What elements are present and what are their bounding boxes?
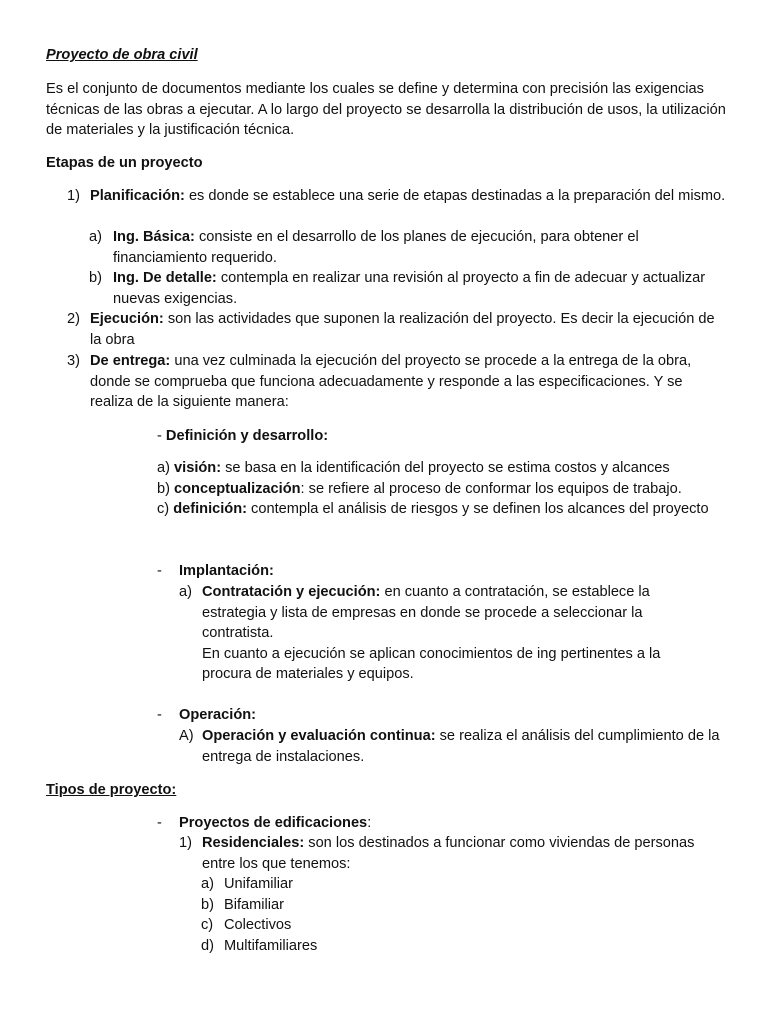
heading-text: Definición y desarrollo: [165, 428, 329, 444]
etapa-item-entrega [67, 351, 727, 413]
list-marker: a) [179, 584, 192, 600]
heading-text: Proyectos de edificaciones [179, 815, 368, 831]
residenciales-list [201, 874, 601, 956]
etapa-item-planificacion [67, 186, 727, 207]
heading-text: Implantación: [179, 563, 274, 579]
list-item: a) Unifamiliar [201, 876, 293, 892]
description: contempla en realizar una revisión al proyecto a fin de adecuar y actualizar nuevas exigencias. [113, 270, 706, 307]
definicion-heading [157, 426, 328, 447]
etapa-item-ejecucion [67, 309, 727, 350]
term: Operación y evaluación continua: [202, 728, 436, 744]
term: Ing. Básica: [113, 229, 195, 245]
heading-text: Operación: [179, 707, 257, 723]
description: son las actividades que suponen la realización del proyecto. Es decir la ejecución de la obra [90, 311, 715, 348]
definicion-item-definicion: c) definición: contempla el análisis de riesgos y se definen los alcances del proyecto [157, 501, 709, 517]
list-marker: 1) [179, 835, 192, 851]
description: en cuanto a contratación, se establece la estrategia y lista de empresas en donde se procede a seleccionar la contratista. [202, 584, 650, 641]
list-marker: A) [179, 728, 194, 744]
tipos-item-residenciales [179, 833, 719, 874]
list-marker: b) [89, 270, 102, 286]
dash-marker: - [157, 428, 166, 444]
list-marker: 3) [67, 353, 80, 369]
description-continued: En cuanto a ejecución se aplican conocimientos de ing pertinentes a la procura de materiales y equipos. [202, 645, 661, 682]
description: una vez culminada la ejecución del proyecto se procede a la entrega de la obra, donde se comprueba que funciona adecuadamente y responde a las especificaciones. Y se realiza de la siguiente manera: [90, 353, 692, 410]
description: es donde se establece una serie de etapas destinadas a la preparación del mismo. [184, 188, 726, 204]
dash-marker: - [157, 815, 162, 831]
implantacion-item-contratacion [179, 582, 679, 685]
description: se realiza el análisis del cumplimiento de la entrega de instalaciones. [202, 728, 720, 765]
intro-paragraph: Es el conjunto de documentos mediante los cuales se define y determina con precisión las exigencias técnicas de las obras a ejecutar. A lo largo del proyecto se desarrolla la distribución de usos, la utilización de materiales y la justificación técnica. [46, 81, 726, 138]
list-item: b) Bifamiliar [201, 896, 285, 913]
list-item: d) Multifamiliares [201, 937, 318, 954]
dash-marker: - [157, 707, 162, 723]
term: Ing. De detalle: [113, 270, 217, 286]
operacion-heading [157, 705, 717, 726]
term: De entrega: [90, 353, 171, 369]
term: Ejecución: [90, 311, 164, 327]
term: Residenciales: [202, 835, 305, 851]
definicion-item-conceptualizacion: b) conceptualización: se refiere al proceso de conformar los equipos de trabajo. [157, 480, 682, 497]
document-title: Proyecto de obra civil [46, 47, 198, 63]
sub-item-ing-basica [89, 227, 727, 268]
operacion-item-evaluacion [179, 726, 727, 767]
dash-marker: - [157, 563, 162, 579]
list-marker: a) [89, 229, 102, 245]
list-marker: 2) [67, 311, 80, 327]
etapas-heading: Etapas de un proyecto [46, 155, 203, 171]
description: consiste en el desarrollo de los planes de ejecución, para obtener el financiamiento requerido. [113, 229, 639, 266]
definicion-list [157, 458, 717, 520]
implantacion-heading [157, 561, 717, 582]
sub-item-ing-detalle [89, 268, 727, 309]
tipos-heading: Tipos de proyecto: [46, 782, 177, 798]
tipos-sub-heading: - Proyectos de edificaciones: [157, 813, 717, 834]
term: Planificación: [90, 188, 185, 204]
list-item: c) Colectivos [201, 917, 292, 933]
description: son los destinados a funcionar como viviendas de personas entre los que tenemos: [202, 835, 695, 872]
list-marker: 1) [67, 188, 80, 204]
term: Contratación y ejecución: [202, 584, 381, 600]
definicion-item-vision: a) visión: se basa en la identificación del proyecto se estima costos y alcances [157, 460, 670, 476]
